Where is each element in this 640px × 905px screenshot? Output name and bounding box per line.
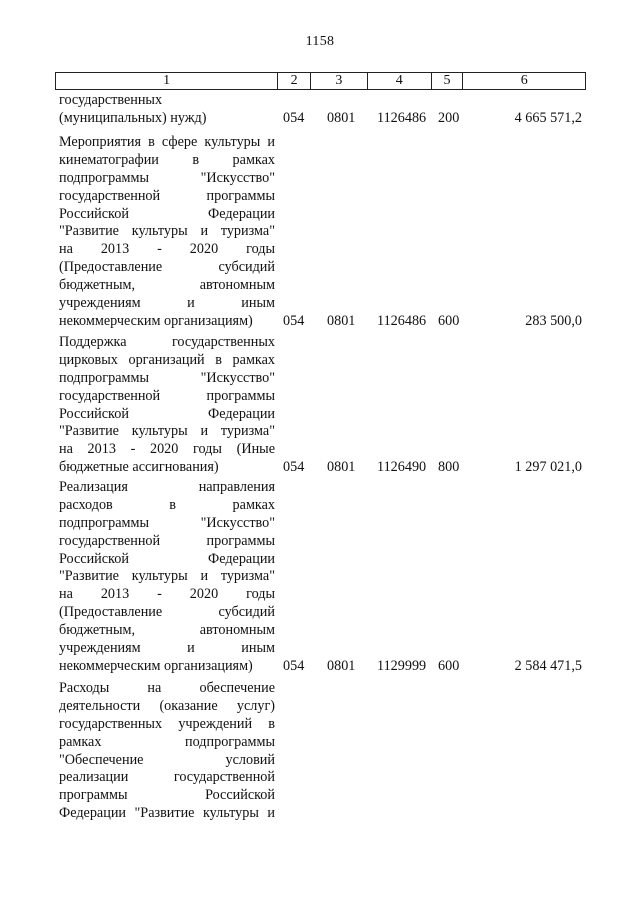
section-code: 0801 xyxy=(327,658,356,674)
target-item-code: 1129999 xyxy=(377,658,427,674)
section-code: 0801 xyxy=(327,109,356,126)
target-item-code: 1126490 xyxy=(377,459,427,476)
description-line: Российской Федерации xyxy=(59,205,275,222)
description-line: на 2013 - 2020 годы (Иные xyxy=(59,441,275,458)
description-line: бюджетные ассигнования) xyxy=(59,459,219,476)
description-line: цирковых организаций в рамках xyxy=(59,351,275,368)
row-description xyxy=(59,680,275,823)
description-line: Российской Федерации xyxy=(59,405,275,422)
expense-type-code: 600 xyxy=(438,658,460,674)
description-line: Мероприятия в сфере культуры и xyxy=(59,134,275,150)
description-line: государственных xyxy=(59,92,163,108)
expense-type-code: 200 xyxy=(438,109,460,126)
column-header-6: 6 xyxy=(520,73,528,88)
expense-type-code: 800 xyxy=(438,459,460,476)
column-header-2: 2 xyxy=(278,73,311,89)
row-description xyxy=(59,479,275,676)
description-line: "Развитие культуры и туризма" xyxy=(59,568,275,585)
description-line: Федерации "Развитие культуры и xyxy=(59,805,275,822)
description-line: "Развитие культуры и туризма" xyxy=(59,223,275,240)
amount: 2 584 471,5 xyxy=(514,658,582,674)
description-line: некоммерческим организациям) xyxy=(59,312,253,329)
column-header-row xyxy=(55,72,586,90)
description-line: государственных учреждений в xyxy=(59,715,275,732)
amount: 4 665 571,2 xyxy=(514,109,582,126)
description-line: (Предоставление субсидий xyxy=(59,259,275,276)
row-description xyxy=(59,134,275,331)
description-line: Расходы на обеспечение xyxy=(59,680,275,696)
description-line: некоммерческим организациям) xyxy=(59,657,253,674)
description-line: (Предоставление субсидий xyxy=(59,604,275,621)
row-description xyxy=(59,92,275,128)
description-line: бюджетным, автономным xyxy=(59,277,275,294)
description-line: учреждениям и иным xyxy=(59,295,275,312)
description-line: деятельности (оказание услуг) xyxy=(59,697,275,714)
column-header-1: 1 xyxy=(56,73,278,89)
section-code: 0801 xyxy=(327,459,356,476)
ministry-code: 054 xyxy=(283,109,305,126)
description-line: подпрограммы "Искусство" xyxy=(59,369,275,386)
description-line: Реализация направления xyxy=(59,479,275,495)
description-line: учреждениям и иным xyxy=(59,640,275,657)
description-line: на 2013 - 2020 годы xyxy=(59,586,275,603)
expense-type-code: 600 xyxy=(438,313,460,329)
amount: 1 297 021,0 xyxy=(514,459,582,476)
ministry-code: 054 xyxy=(283,313,305,329)
target-item-code: 1126486 xyxy=(377,109,427,126)
target-item-code: 1126486 xyxy=(377,313,427,329)
description-line: государственной программы xyxy=(59,387,275,404)
description-line: Поддержка государственных xyxy=(59,334,275,350)
description-line: реализации государственной xyxy=(59,769,275,786)
description-line: кинематографии в рамках xyxy=(59,151,275,168)
description-line: государственной программы xyxy=(59,187,275,204)
column-header-4: 4 xyxy=(368,73,432,89)
column-header-3: 3 xyxy=(311,73,368,89)
description-line: на 2013 - 2020 годы xyxy=(59,241,275,258)
description-line: расходов в рамках xyxy=(59,496,275,513)
row-description xyxy=(59,334,275,477)
description-line: подпрограммы "Искусство" xyxy=(59,169,275,186)
description-line: бюджетным, автономным xyxy=(59,622,275,639)
description-line: рамках подпрограммы xyxy=(59,733,275,750)
ministry-code: 054 xyxy=(283,459,305,476)
description-line: (муниципальных) нужд) xyxy=(59,109,207,126)
description-line: "Развитие культуры и туризма" xyxy=(59,423,275,440)
description-line: государственной программы xyxy=(59,532,275,549)
description-line: "Обеспечение условий xyxy=(59,751,275,768)
description-line: подпрограммы "Искусство" xyxy=(59,514,275,531)
description-line: Российской Федерации xyxy=(59,550,275,567)
column-header-5: 5 xyxy=(432,73,464,89)
description-line: программы Российской xyxy=(59,787,275,804)
amount: 283 500,0 xyxy=(525,313,582,329)
section-code: 0801 xyxy=(327,313,356,329)
ministry-code: 054 xyxy=(283,658,305,674)
page-number: 1158 xyxy=(305,34,335,49)
